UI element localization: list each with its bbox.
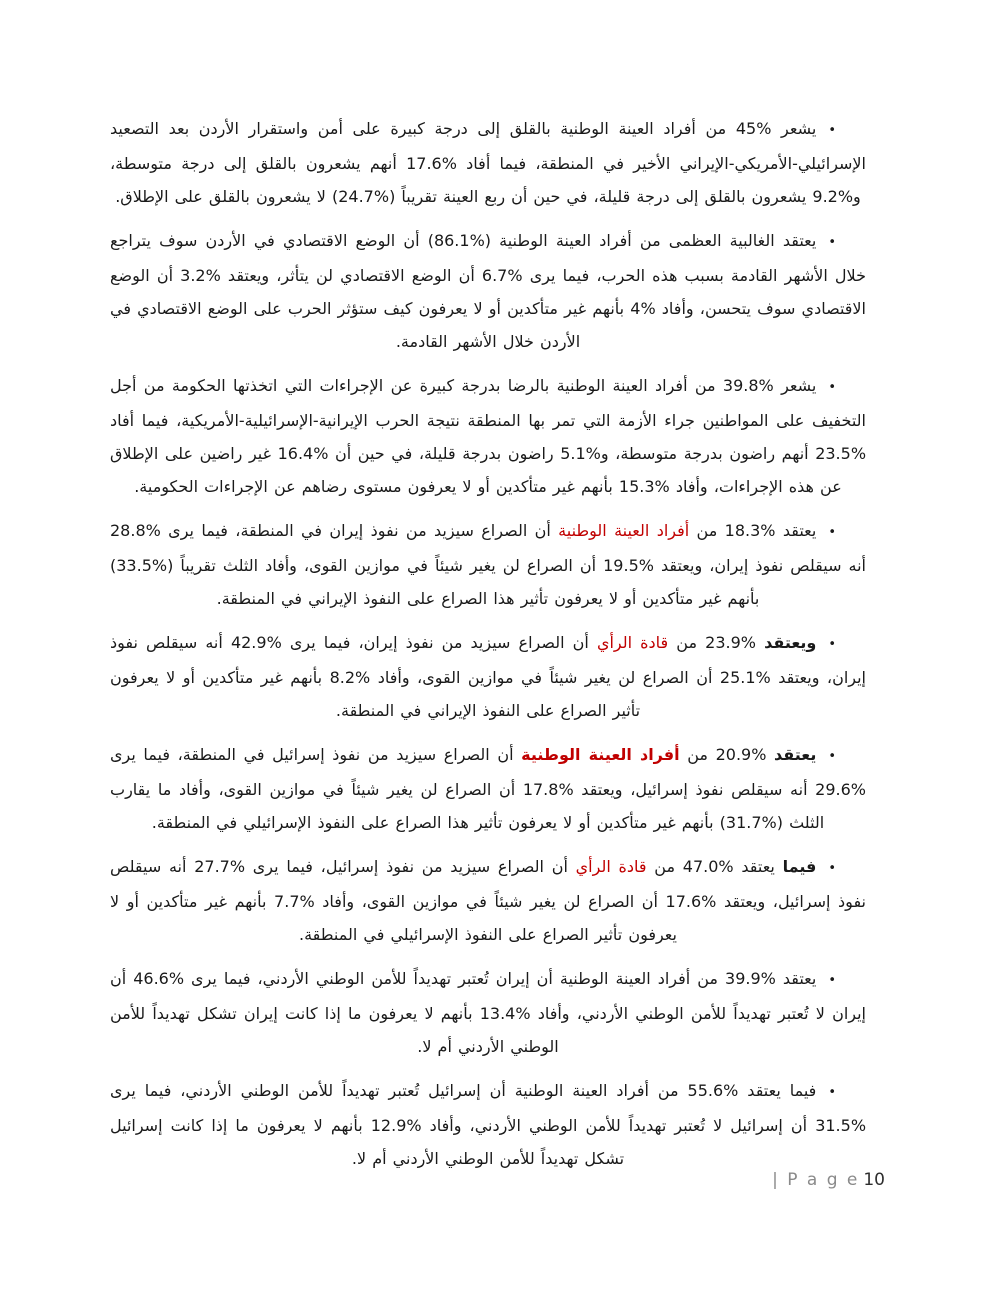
- text-segment: فيما يعتقد %55.6 من أفراد العينة الوطنية أن إسرائيل تُعتبر تهديداً للأمن الوطني الأردني، فيما يرى %31.5 أن إسرائيل لا تُعتبر تهديداً للأمن الوطني الأردني، وأفاد %12.9 بأنهم لا يعرفون ما إذا كانت إسرائيل تشكل تهديداً للأمن الوطني الأردني أم لا.: [110, 1081, 867, 1168]
- bullet-marker-icon: •: [828, 123, 836, 138]
- bullet-marker-icon: •: [828, 1085, 837, 1100]
- bullet-marker-icon: •: [828, 380, 837, 395]
- bullet-item: [110, 1074, 866, 1175]
- bullet-item: [110, 626, 866, 727]
- bullet-marker-icon: •: [828, 525, 836, 540]
- text-segment: فيما: [782, 857, 817, 876]
- text-segment: قادة الرأي: [596, 633, 669, 652]
- text-segment: يعتقد %47.0 من: [646, 857, 783, 876]
- footer-page-number: 10: [863, 1170, 885, 1190]
- text-segment: يعتقد: [774, 745, 817, 764]
- text-segment: أفراد العينة الوطنية: [558, 521, 690, 540]
- text-segment: يعتقد %39.9 من أفراد العينة الوطنية أن إيران تُعتبر تهديداً للأمن الوطني الأردني، فيما يرى %46.6 أن إيران لا تُعتبر تهديداً للأمن الوطني الأردني، وأفاد %13.4 بأنهم لا يعرفون ما إذا كانت إيران تشكل تهديداً للأمن الوطني الأردني أم لا.: [110, 969, 866, 1056]
- bullet-item: [110, 224, 866, 358]
- bullet-marker-icon: •: [828, 861, 837, 876]
- text-segment: يعتقد الغالبية العظمى من أفراد العينة الوطنية (%86.1) أن الوضع الاقتصادي في الأردن سوف يتراجع خلال الأشهر القادمة بسبب هذه الحرب، فيما يرى %6.7 أن الوضع الاقتصادي لن يتأثر، ويعتقد %3.2 أن الوضع الاقتصادي سوف يتحسن، وأفاد %4 بأنهم غير متأكدين أو لا يعرفون كيف ستؤثر الحرب على الوضع الاقتصادي في الأردن خلال الأشهر القادمة.: [110, 231, 866, 351]
- bullet-item: [110, 738, 866, 839]
- text-segment: %23.9 من: [668, 633, 765, 652]
- text-segment: قادة الرأي: [575, 857, 647, 876]
- bullet-item: [110, 112, 866, 213]
- bullet-marker-icon: •: [828, 637, 837, 652]
- text-segment: %20.9 من: [679, 745, 775, 764]
- text-segment: أفراد العينة الوطنية: [521, 745, 680, 764]
- bullet-item: [110, 369, 866, 503]
- page-footer: [772, 1170, 885, 1190]
- text-segment: أن الصراع سيزيد من نفوذ إسرائيل في المنطقة، فيما يرى %29.6 أنه سيقلص نفوذ إسرائيل، ويعتقد %17.8 أن الصراع لن يغير شيئاً في موازين القوى، وأفاد ما يقارب الثلث (%31.7) بأنهم غير متأكدين أو لا يعرفون تأثير هذا الصراع على النفوذ الإسرائيلي في المنطقة.: [110, 745, 866, 832]
- text-segment: أن الصراع سيزيد من نفوذ إسرائيل، فيما يرى %27.7 أنه سيقلص نفوذ إسرائيل، ويعتقد %17.6 أن الصراع لن يغير شيئاً في موازين القوى، وأفاد %7.7 بأنهم غير متأكدين أو لا يعرفون تأثير الصراع على النفوذ الإسرائيلي في المنطقة.: [110, 857, 866, 944]
- bullet-item: [110, 850, 866, 951]
- bullet-list: [110, 112, 866, 1186]
- text-segment: يعتقد %18.3 من: [689, 521, 817, 540]
- bullet-marker-icon: •: [828, 749, 837, 764]
- bullet-marker-icon: •: [828, 235, 836, 250]
- text-segment: ويعتقد: [764, 633, 817, 652]
- bullet-item: [110, 962, 866, 1063]
- bullet-item: [110, 514, 866, 615]
- text-segment: يشعر %39.8 من أفراد العينة الوطنية بالرضا بدرجة كبيرة عن الإجراءات التي اتخذتها الحكومة من أجل التخفيف على المواطنين جراء الأزمة التي تمر بها المنطقة نتيجة الحرب الإيرانية-الإسرائيلية-الأمريكية، فيما أفاد %23.5 أنهم راضون بدرجة متوسطة، و%5.1 راضون بدرجة قليلة، في حين أن %16.4 غير راضين على الإطلاق عن هذه الإجراءات، وأفاد %15.3 بأنهم غير متأكدين أو لا يعرفون مستوى رضاهم عن الإجراءات الحكومية.: [110, 376, 867, 496]
- text-segment: أن الصراع سيزيد من نفوذ إيران في المنطقة، فيما يرى %28.8 أنه سيقلص نفوذ إيران، ويعتقد %19.5 أن الصراع لن يغير شيئاً في موازين القوى، وأفاد الثلث تقريباً (%33.5) بأنهم غير متأكدين أو لا يعرفون تأثير هذا الصراع على النفوذ الإيراني في المنطقة.: [110, 521, 867, 608]
- bullet-marker-icon: •: [828, 973, 837, 988]
- text-segment: يشعر %45 من أفراد العينة الوطنية بالقلق إلى درجة كبيرة على أمن واستقرار الأردن بعد التصعيد الإسرائيلي-الأمريكي-الإيراني الأخير في المنطقة، فيما أفاد %17.6 أنهم يشعرون بالقلق إلى درجة متوسطة، و%9.2 يشعرون بالقلق إلى درجة قليلة، في حين أن ربع العينة تقريباً (%24.7) لا يشعرون بالقلق على الإطلاق.: [110, 119, 866, 206]
- text-segment: أن الصراع سيزيد من نفوذ إيران، فيما يرى %42.9 أنه سيقلص نفوذ إيران، ويعتقد %25.1 أن الصراع لن يغير شيئاً في موازين القوى، وأفاد %8.2 بأنهم غير متأكدين أو لا يعرفون تأثير الصراع على النفوذ الإيراني في المنطقة.: [110, 633, 866, 720]
- footer-page-label: | P a g e: [772, 1170, 860, 1190]
